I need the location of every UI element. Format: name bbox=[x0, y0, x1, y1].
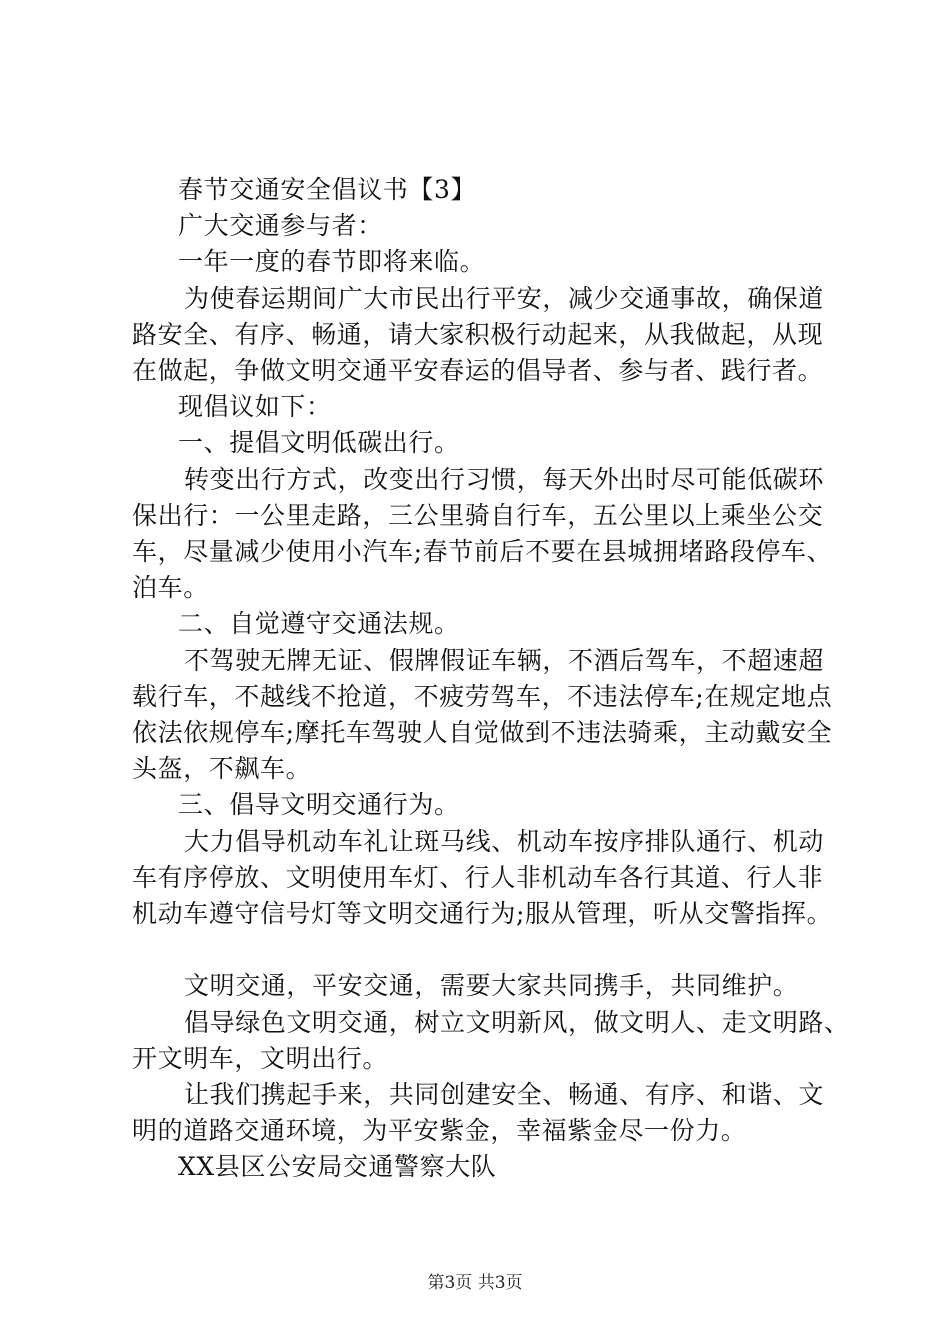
paragraph-line: 文明交通，平安交通，需要大家共同携手，共同维护。 bbox=[184, 971, 799, 1001]
paragraph-line: 大力倡导机动车礼让斑马线、机动车按序排队通行、机动 bbox=[184, 826, 825, 856]
blank-line bbox=[132, 932, 832, 968]
document-body bbox=[132, 172, 850, 1186]
section-heading: 一、提倡文明低碳出行。 bbox=[178, 428, 460, 458]
page-number-footer: 第3页 共3页 bbox=[427, 1273, 523, 1293]
document-title: 春节交通安全倡议书【3】 bbox=[178, 175, 477, 204]
paragraph-line: 现倡议如下： bbox=[178, 392, 332, 422]
paragraph-line: 保出行：一公里走路，三公里骑自行车，五公里以上乘坐公交 bbox=[132, 500, 824, 530]
paragraph-line: 头盔，不飙车。 bbox=[132, 754, 312, 784]
paragraph-line: 机动车遵守信号灯等文明交通行为;服从管理，听从交警指挥。 bbox=[132, 899, 833, 929]
paragraph-line: 开文明车，文明出行。 bbox=[132, 1043, 389, 1073]
signature-line: XX县区公安局交通警察大队 bbox=[178, 1152, 497, 1182]
paragraph-line: 不驾驶无牌无证、假牌假证车辆，不酒后驾车，不超速超 bbox=[184, 645, 825, 675]
paragraph-line: 让我们携起手来，共同创建安全、畅通、有序、和谐、文 bbox=[184, 1080, 825, 1110]
paragraph-line: 载行车，不越线不抢道，不疲劳驾车，不违法停车;在规定地点 bbox=[132, 681, 833, 711]
paragraph-line: 明的道路交通环境，为平安紫金，幸福紫金尽一份力。 bbox=[132, 1116, 747, 1146]
paragraph-line: 路安全、有序、畅通，请大家积极行动起来，从我做起，从现 bbox=[132, 319, 824, 349]
paragraph-line: 车有序停放、文明使用车灯、行人非机动车各行其道、行人非 bbox=[132, 862, 824, 892]
paragraph-line: 倡导绿色文明交通，树立文明新风，做文明人、走文明路、 bbox=[184, 1007, 850, 1037]
paragraph-line: 一年一度的春节即将来临。 bbox=[178, 247, 486, 277]
paragraph-line: 为使春运期间广大市民出行平安，减少交通事故，确保道 bbox=[184, 283, 825, 313]
paragraph-line: 泊车。 bbox=[132, 573, 209, 603]
paragraph-line: 转变出行方式，改变出行习惯，每天外出时尽可能低碳环 bbox=[184, 464, 825, 494]
paragraph-line: 在做起，争做文明交通平安春运的倡导者、参与者、践行者。 bbox=[132, 356, 824, 386]
section-heading: 三、倡导文明交通行为。 bbox=[178, 790, 460, 820]
paragraph-line: 依法依规停车;摩托车驾驶人自觉做到不违法骑乘，主动戴安全 bbox=[132, 718, 833, 748]
section-heading: 二、自觉遵守交通法规。 bbox=[178, 609, 460, 639]
salutation: 广大交通参与者： bbox=[178, 211, 383, 241]
paragraph-line: 车，尽量减少使用小汽车;春节前后不要在县城拥堵路段停车、 bbox=[132, 537, 833, 567]
